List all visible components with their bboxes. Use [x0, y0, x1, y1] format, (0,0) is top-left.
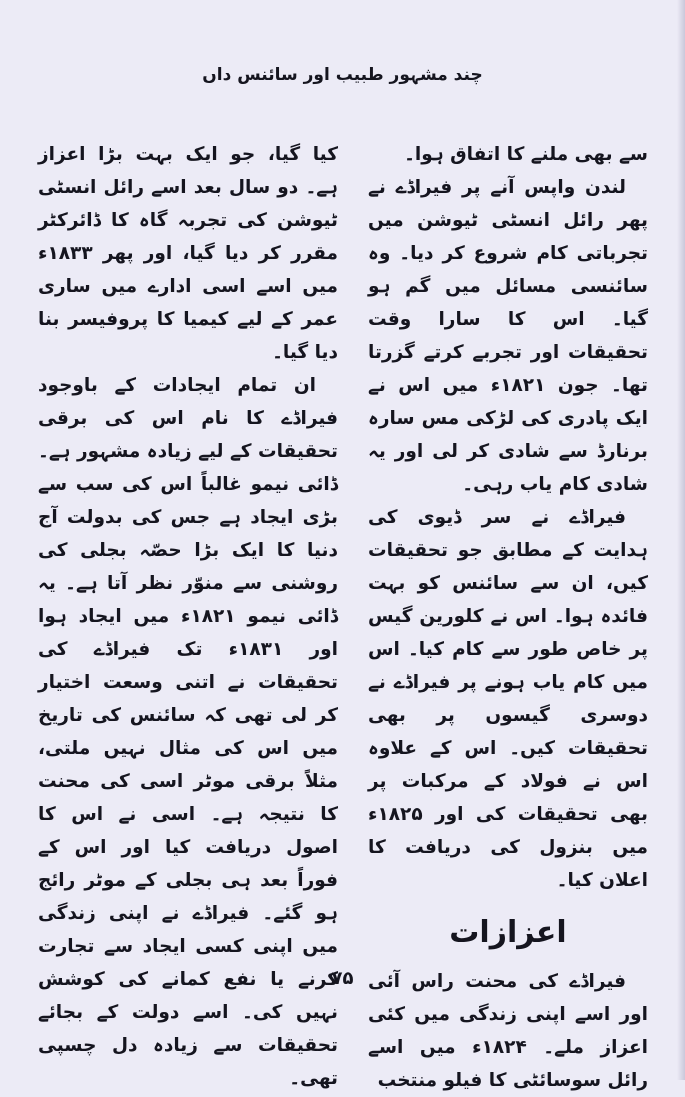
page-number: ۷۵	[331, 968, 354, 989]
left-column	[38, 138, 338, 1095]
paragraph-4: فیراڈے کی محنت راس آئی اور اسے اپنی زندگی میں کئی اعزاز ملے۔ ۱۸۲۴ء میں اسے رائل سوسائٹی کا فیلو منتخب	[368, 971, 648, 1091]
page-header: چند مشہور طبیب اور سائنس داں	[202, 65, 483, 85]
paragraph-1: سے بھی ملنے کا اتفاق ہوا۔	[404, 144, 648, 165]
paragraph-2: لندن واپس آنے پر فیراڈے نے پھر رائل انسٹی ٹیوشن میں تجرباتی کام شروع کر دیا۔ وہ سائنسی مسائل میں گم ہو گیا۔ اس کا سارا وقت تحقیقات اور تجربے کرتے گزرتا تھا۔ جون ۱۸۲۱ء میں اس نے ایک پادری کی لڑکی مس سارہ برنارڈ سے شادی کر لی اور یہ شادی کام یاب رہی۔	[368, 177, 648, 495]
page-edge-shadow	[677, 0, 685, 1080]
paragraph-3: فیراڈے نے سر ڈیوی کی ہدایت کے مطابق جو تحقیقات کیں، ان سے سائنس کو بہت فائدہ ہوا۔ اس نے کلورین گیس پر خاص طور سے کام کیا۔ اس میں کام یاب ہونے پر فیراڈے نے دوسری گیسوں پر بھی تحقیقات کیں۔ اس کے علاوہ اس نے فولاد کے مرکبات پر بھی تحقیقات کی اور ۱۸۲۵ء میں بنزول کی دریافت کا اعلان کیا۔	[368, 507, 648, 891]
section-heading: اعزازات	[449, 915, 567, 950]
paragraph-6: ان تمام ایجادات کے باوجود فیراڈے کا نام اس کی برقی تحقیقات کے لیے زیادہ مشہور ہے۔ ڈائی نیمو غالباً اس کی سب سے بڑی ایجاد ہے جس کی بدولت آج دنیا کا ایک بڑا حصّہ بجلی کی روشنی سے منوّر نظر آتا ہے۔ یہ ڈائی نیمو ۱۸۲۱ء میں ایجاد ہوا اور ۱۸۳۱ء تک فیراڈے کی تحقیقات نے اتنی وسعت اختیار کر لی تھی کہ سائنس کی تاریخ میں اس کی مثال نہیں ملتی، مثلاً برقی موٹر اسی کی محنت کا نتیجہ ہے۔ اسی نے اس کا اصول دریافت کیا اور اس کے فوراً بعد ہی بجلی کے موٹر رائج ہو گئے۔ فیراڈے نے اپنی زندگی میں اپنی کسی ایجاد سے تجارت کرنے یا نفع کمانے کی کوشش نہیں کی۔ اسے دولت کے بجائے تحقیقات سے زیادہ دل چسپی تھی۔	[38, 375, 339, 1089]
paragraph-5: کیا گیا، جو ایک بہت بڑا اعزاز ہے۔ دو سال بعد اسے رائل انسٹی ٹیوشن کی تجربہ گاہ کا ڈائرکٹر مقرر کر دیا گیا، اور پھر ۱۸۳۳ء میں اسے اسی ادارے میں ساری عمر کے لیے کیمیا کا پروفیسر بنا دیا گیا۔	[38, 144, 338, 363]
right-column	[368, 138, 648, 1097]
